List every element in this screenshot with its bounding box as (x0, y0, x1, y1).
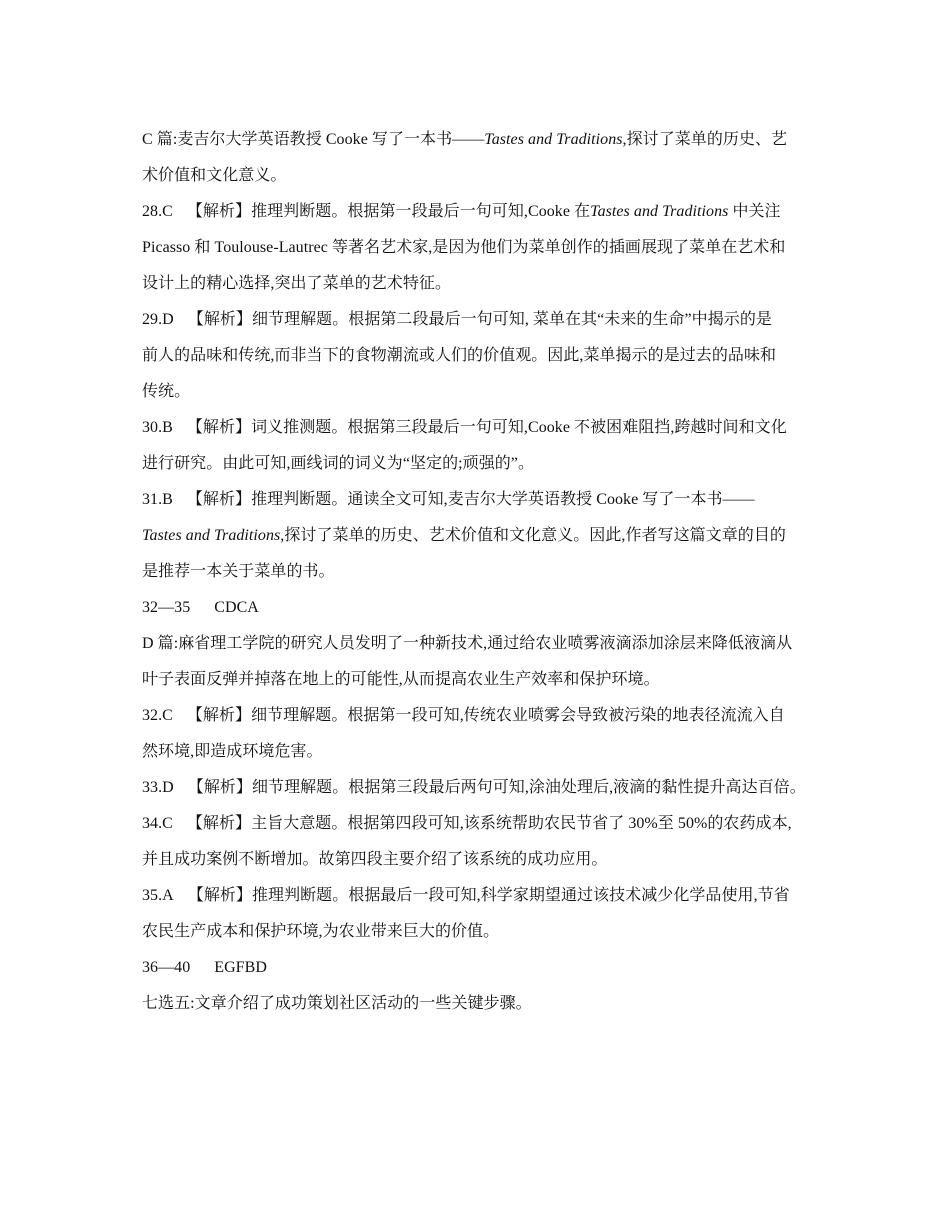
q29-explanation-cont: 前人的品味和传统,而非当下的食物潮流或人们的价值观。因此,菜单揭示的是过去的品味和 (142, 347, 777, 364)
answers: EGFBD (214, 959, 267, 976)
q28-explanation-cont: 设计上的精心选择,突出了菜单的艺术特征。 (142, 275, 452, 292)
q30-explanation-cont: 进行研究。由此可知,画线词的词义为“坚定的;顽强的”。 (142, 455, 534, 472)
q29-explanation-cont: 传统。 (142, 383, 191, 400)
q28-explanation-cont: Picasso 和 Toulouse-Lautrec 等著名艺术家,是因为他们为菜单创作的插画展现了菜单在艺术和 (142, 239, 786, 256)
q32-explanation: 32.C 【解析】细节理解题。根据第一段可知,传统农业喷雾会导致被污染的地表径流流入自 (142, 707, 785, 724)
book-title: Tastes and Traditions (142, 527, 281, 544)
q29-explanation: 29.D 【解析】细节理解题。根据第二段最后一句可知, 菜单在其“未来的生命”中揭示的是 (142, 311, 772, 328)
answer-key-32-35 (142, 590, 832, 626)
passage-d-summary-cont: 叶子表面反弹并掉落在地上的可能性,从而提高农业生产效率和保护环境。 (142, 671, 660, 688)
answer-explanations (142, 122, 832, 1022)
q31-answer: 31.B (142, 491, 173, 508)
q30-answer: 30.B (142, 419, 173, 436)
answers: CDCA (214, 599, 259, 616)
q34-answer: 34.C (142, 815, 173, 832)
question-range: 36—40 (142, 959, 191, 976)
q31-explanation-cont: 是推荐一本关于菜单的书。 (142, 563, 335, 580)
q32-explanation-cont: 然环境,即造成环境危害。 (142, 743, 323, 760)
q29-answer: 29.D (142, 311, 174, 328)
q33-answer: 33.D (142, 779, 174, 796)
answer-key-36-40 (142, 950, 832, 986)
q35-explanation-cont: 农民生产成本和保护环境,为农业带来巨大的价值。 (142, 923, 500, 940)
q34-explanation: 34.C 【解析】主旨大意题。根据第四段可知,该系统帮助农民节省了 30%至 50%的农药成本, (142, 815, 792, 832)
q31-explanation-cont: Tastes and Traditions,探讨了菜单的历史、艺术价值和文化意义。因此,作者写这篇文章的目的 (142, 527, 786, 544)
q35-answer: 35.A (142, 887, 174, 904)
q31-explanation: 31.B 【解析】推理判断题。通读全文可知,麦吉尔大学英语教授 Cooke 写了一本书—— (142, 491, 755, 508)
book-title: Tastes and Traditions (590, 203, 729, 220)
book-title: Tastes and Traditions (484, 131, 623, 148)
question-range: 32—35 (142, 599, 191, 616)
q30-explanation: 30.B 【解析】词义推测题。根据第三段最后一句可知,Cooke 不被困难阻挡,跨越时间和文化 (142, 419, 787, 436)
q28-answer: 28.C (142, 203, 173, 220)
passage-d-summary: D 篇:麻省理工学院的研究人员发明了一种新技术,通过给农业喷雾液滴添加涂层来降低液滴从 (142, 635, 793, 652)
seven-choose-five-summary: 七选五:文章介绍了成功策划社区活动的一些关键步骤。 (142, 995, 532, 1012)
q28-explanation: 28.C 【解析】推理判断题。根据第一段最后一句可知,Cooke 在Tastes and Traditions 中关注 (142, 203, 781, 220)
q33-explanation: 33.D 【解析】细节理解题。根据第三段最后两句可知,涂油处理后,液滴的黏性提升高达百倍。 (142, 779, 806, 796)
q32-answer: 32.C (142, 707, 173, 724)
passage-c-summary-cont: 术价值和文化意义。 (142, 167, 287, 184)
q35-explanation: 35.A 【解析】推理判断题。根据最后一段可知,科学家期望通过该技术减少化学品使用,节省 (142, 887, 790, 904)
passage-c-summary: C 篇:麦吉尔大学英语教授 Cooke 写了一本书——Tastes and Traditions,探讨了菜单的历史、艺 (142, 131, 788, 148)
q34-explanation-cont: 并且成功案例不断增加。故第四段主要介绍了该系统的成功应用。 (142, 851, 608, 868)
